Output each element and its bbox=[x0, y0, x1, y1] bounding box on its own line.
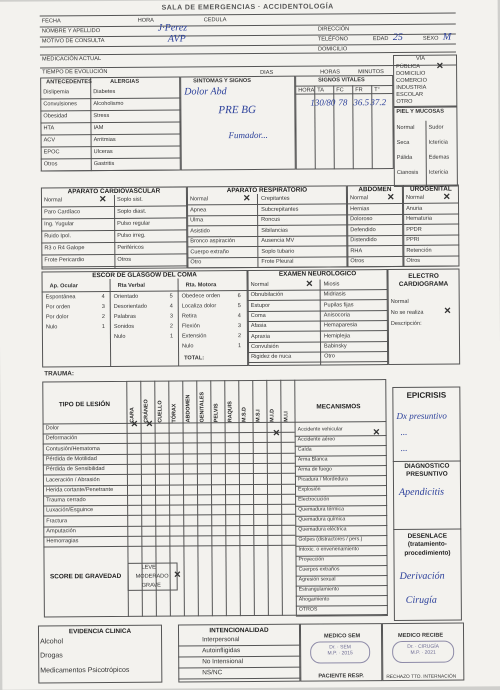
mecanismo-item: Explosión bbox=[297, 486, 321, 493]
handwritten-motivo: AVP bbox=[167, 33, 186, 45]
glasgow-verbal-score: 1 bbox=[169, 333, 174, 340]
via-domicilio: DOMICILIO bbox=[396, 70, 426, 77]
handwritten-vitals-ta: 130/80 bbox=[310, 97, 336, 108]
mecanismo-item: Cuerpos extraños bbox=[298, 566, 340, 573]
resp-right-item: Subcrepitantes bbox=[261, 206, 299, 213]
handwritten-sintomas-2: PRE BG bbox=[218, 103, 256, 117]
region-header: RAQUIS bbox=[227, 401, 234, 423]
intencionalidad-item: Interpersonal bbox=[202, 636, 240, 644]
glasgow-ocular-score: 2 bbox=[101, 314, 105, 321]
mecanismo-item: Electrocución bbox=[298, 496, 330, 503]
glasgow-ocular-score: 1 bbox=[101, 324, 106, 331]
mecanismo-item: Quemadura térmica bbox=[298, 506, 345, 513]
cardio-check: ✕ bbox=[98, 193, 107, 205]
cardio-right-item: Periféricos bbox=[117, 244, 144, 251]
alergia-item: Stress bbox=[93, 112, 110, 120]
rule bbox=[187, 266, 347, 268]
resp-check: ✕ bbox=[242, 192, 251, 204]
epicrisis-title: EPICRISIS bbox=[406, 390, 447, 400]
resp-title: APARATO RESPIRATORIO bbox=[226, 186, 308, 195]
piel-item: Seca bbox=[396, 139, 410, 146]
lesion-item: Contusión/Hematoma bbox=[45, 445, 100, 453]
firma-medico-sem: MEDICO SEM bbox=[324, 633, 361, 640]
header-label-medicacion: MEDICACIÓN ACTUAL bbox=[41, 56, 102, 63]
via-escolar: ESCOLAR bbox=[396, 91, 424, 98]
neuro-right-item: Pupilas fijas bbox=[323, 301, 354, 309]
glasgow-ocular-score: 3 bbox=[101, 304, 105, 311]
handwritten-vitals-t: 37.2 bbox=[370, 97, 387, 108]
piel-item: Cianosis bbox=[396, 169, 419, 176]
lesion-item: Herida cortante/Penetrante bbox=[45, 486, 114, 494]
handwritten-vitals-fr: 36.5 bbox=[353, 97, 370, 108]
neuro-right-item: Anisocoria bbox=[323, 312, 350, 319]
handwritten-desenlace-2: Cirugía bbox=[405, 594, 437, 606]
trauma-title: TRAUMA: bbox=[44, 370, 75, 378]
mecanismo-item: Arma Blanca bbox=[297, 456, 328, 463]
evidencia-title: EVIDENCIA CLINICA bbox=[68, 627, 132, 636]
handwritten-diagnostico: Apendicitis bbox=[399, 486, 445, 498]
piel-item: Edemas bbox=[428, 154, 450, 161]
resp-right-item: Soplo tubario bbox=[261, 248, 295, 255]
glasgow-header: Rta Verbal bbox=[117, 282, 145, 289]
piel-item: Normal bbox=[396, 124, 415, 131]
region-header: CRÁNEO bbox=[143, 399, 150, 423]
glasgow-motora-score: 5 bbox=[237, 303, 241, 310]
ecg-descripcion: Descripción: bbox=[390, 320, 422, 328]
alergia-item: Ulceras bbox=[93, 148, 113, 156]
antecedente-item: ACV bbox=[43, 137, 56, 144]
sintomas-dias: DIAS bbox=[260, 69, 274, 76]
mecanismo-item: Accidente vehicular bbox=[297, 426, 343, 433]
lesion-item: Fractura bbox=[46, 517, 68, 525]
vitales-col: T° bbox=[374, 87, 380, 94]
region-header: TÓRAX bbox=[171, 403, 178, 423]
urogenital-item: Normal bbox=[405, 194, 425, 201]
urogenital-item: Otros bbox=[406, 257, 421, 264]
handwritten-sintomas-1: Dolor Abd bbox=[184, 86, 227, 98]
resp-left-item: Cuerpo extraño bbox=[190, 248, 229, 255]
glasgow-verbal-item: Desorientado bbox=[113, 303, 148, 310]
rule bbox=[296, 615, 388, 617]
antecedente-item: EPOC bbox=[43, 149, 60, 156]
cardio-title: APARATO CARDIOVASCULAR bbox=[67, 187, 161, 196]
glasgow-motora-item: Extensión bbox=[181, 333, 207, 340]
gravedad-title: SCORE DE GRAVEDAD bbox=[49, 572, 122, 581]
neuro-right-item: Babinsky bbox=[323, 343, 347, 350]
mecanismos-title: MECANISMOS bbox=[316, 403, 361, 411]
lesion-item: Laceración / Abrasión bbox=[45, 476, 100, 483]
lesion-item: Amputación bbox=[46, 528, 76, 535]
mecanismo-item: Ahogamiento bbox=[298, 596, 330, 603]
glasgow-ocular-item: Espontánea bbox=[45, 294, 76, 301]
mecanismo-item: Golpes (distractores / pers.) bbox=[298, 536, 363, 543]
glasgow-motora-item: Retira bbox=[181, 313, 197, 320]
resp-left-item: Ulma bbox=[190, 217, 204, 224]
cardio-left-item: Normal bbox=[43, 197, 63, 204]
region-header: GENITALES bbox=[199, 391, 206, 423]
evidencia-psico: Medicamentos Psicotrópicos bbox=[40, 666, 130, 675]
form-title: SALA DE EMERGENCIAS · ACCIDENTOLOGÍA bbox=[161, 3, 334, 12]
intencionalidad-title: INTENCIONALIDAD bbox=[209, 626, 269, 635]
glasgow-verbal-score: 3 bbox=[169, 313, 173, 320]
intencionalidad-item: NS/NC bbox=[202, 669, 223, 677]
header-label-motivo: MOTIVO DE CONSULTA bbox=[41, 38, 105, 45]
mecanismo-item: Agresión sexual bbox=[298, 576, 336, 583]
evidencia-alcohol: Alcohol bbox=[40, 638, 64, 646]
neuro-left-item: Convulsión bbox=[250, 343, 279, 350]
region-check-1: ✕ bbox=[130, 418, 139, 429]
neuro-left-item: Rigidez de nuca bbox=[251, 353, 292, 361]
urogenital-item: PPDR bbox=[406, 226, 422, 233]
cardio-right-item: Soplo diast. bbox=[117, 208, 147, 215]
evidencia-drogas: Drogas bbox=[40, 652, 63, 660]
alergias-title: ALERGIAS bbox=[110, 78, 140, 85]
glasgow-ocular-score: 4 bbox=[101, 294, 105, 301]
firma-medico-recibe: MEDICO RECIBE bbox=[398, 632, 444, 639]
vitales-col: FC bbox=[336, 87, 344, 94]
handwritten-nombre: J·Perez bbox=[157, 22, 188, 34]
header-label-evolucion: TIEMPO DE EVOLUCIÓN bbox=[42, 68, 108, 76]
handwritten-epicrisis-2: ... bbox=[400, 426, 408, 437]
gravedad-moderado: MODERADO bbox=[135, 573, 169, 580]
piel-title: PIEL Y MUCOSAS bbox=[396, 108, 444, 115]
abdomen-title: ABDOMEN bbox=[358, 186, 392, 194]
region-header: M.I.D bbox=[269, 408, 276, 422]
glasgow-header: Rta. Motora bbox=[185, 282, 217, 289]
region-header: PELVIS bbox=[213, 403, 220, 423]
cardio-right-item: Otros bbox=[117, 256, 132, 263]
abdomen-check: ✕ bbox=[386, 191, 395, 203]
urogenital-item: PPRI bbox=[406, 236, 420, 243]
vitales-col: FR bbox=[355, 87, 363, 94]
resp-right-item: Ausencia MV bbox=[261, 237, 295, 244]
resp-left-item: Apnea bbox=[190, 206, 207, 213]
mecanismo-item: OTROS bbox=[298, 606, 318, 613]
glasgow-motora-score: 4 bbox=[237, 313, 241, 320]
ecg-no-realiza: No se realiza bbox=[390, 309, 424, 317]
intencionalidad-item: No Intensional bbox=[202, 658, 244, 666]
mecanismo-item: Quemadura eléctrica bbox=[298, 526, 347, 533]
ecg-normal: Normal bbox=[390, 298, 409, 306]
glasgow-motora-score: 1 bbox=[237, 343, 242, 350]
sintomas-minutos: MINUTOS bbox=[358, 69, 384, 76]
glasgow-ocular-item: Nulo bbox=[45, 324, 58, 331]
lesion-item: Hemorragias bbox=[46, 538, 79, 545]
neuro-right-item: Otro bbox=[324, 353, 336, 360]
region-header: M.S.D bbox=[241, 407, 248, 423]
antecedente-item: Otros bbox=[43, 161, 58, 168]
cardio-left-item: Ing. Yugular bbox=[44, 221, 74, 228]
tipo-lesion-title: TIPO DE LESIÓN bbox=[58, 400, 111, 409]
abdomen-item: Otros bbox=[350, 258, 365, 265]
alergia-item: Arritmias bbox=[93, 136, 116, 144]
antecedente-item: Convulsiones bbox=[43, 101, 77, 108]
sintomas-title: SINTOMAS Y SIGNOS bbox=[193, 77, 252, 85]
via-publica: PÚBLICA bbox=[396, 63, 421, 70]
header-label-nombre: NOMBRE Y APELLIDO bbox=[41, 28, 101, 35]
handwritten-epicrisis-1: Dx presuntivo bbox=[396, 410, 447, 421]
lesion-item: Pérdida de Motilidad bbox=[45, 455, 97, 463]
glasgow-verbal-score: 2 bbox=[169, 323, 174, 330]
region-header: M.S.I bbox=[255, 409, 262, 422]
lesion-item: Dolor bbox=[45, 425, 59, 432]
mecanismo-item: Accidente aéreo bbox=[297, 436, 336, 443]
lesion-item: Pérdida de Sensibilidad bbox=[45, 466, 105, 473]
antecedente-item: HTA bbox=[43, 125, 55, 132]
firma-paciente: PACIENTE RESP. bbox=[318, 673, 364, 680]
gravedad-leve: LEVE bbox=[141, 564, 156, 571]
abdomen-item: Defendido bbox=[350, 226, 376, 233]
neuro-left-item: Apraxia bbox=[250, 333, 270, 340]
handwritten-edad: 25 bbox=[392, 31, 403, 43]
antecedente-item: Obesidad bbox=[43, 113, 68, 120]
glasgow-title: ESCOR DE GLASGOW DEL COMA bbox=[92, 271, 197, 280]
header-label-edad: EDAD bbox=[372, 36, 389, 43]
cardio-right-item: Pulso irreg. bbox=[117, 232, 146, 239]
glasgow-verbal-score: 5 bbox=[169, 293, 173, 300]
glasgow-total-label: TOTAL: bbox=[184, 355, 205, 362]
lesion-item: Trauma cerrado bbox=[46, 497, 86, 504]
vitales-col: TA bbox=[317, 87, 324, 94]
intencionalidad-item: Autoinfligidas bbox=[202, 647, 241, 655]
handwritten-sintomas-3: Fumador... bbox=[228, 129, 268, 141]
neuro-left-item: Obnubilación bbox=[250, 292, 284, 299]
resp-right-item: Roncus bbox=[261, 216, 281, 223]
region-header: CUELLO bbox=[157, 400, 164, 423]
header-label-hora: HORA bbox=[137, 17, 154, 24]
alergia-item: Alcoholismo bbox=[93, 100, 124, 108]
neuro-right-item: Midriasis bbox=[323, 291, 346, 298]
glasgow-verbal-item: Orientado bbox=[113, 293, 139, 300]
header-label-domicilio: DOMICILIO bbox=[317, 46, 348, 53]
resp-left-item: Normal bbox=[189, 196, 209, 203]
glasgow-ocular-item: Por dolor bbox=[45, 314, 69, 321]
glasgow-motora-item: Obedece orden bbox=[181, 293, 221, 300]
mecanismo-item: Quemadura química bbox=[298, 516, 346, 523]
mecanismo-item: Arma de fuego bbox=[297, 466, 332, 473]
mec-check-2: ✕ bbox=[372, 427, 381, 438]
gravedad-grave: GRAVE bbox=[141, 582, 161, 589]
mecanismo-item: Picadura / Mordedura bbox=[297, 476, 348, 483]
glasgow-motora-item: Nulo bbox=[181, 343, 194, 350]
handwritten-desenlace-1: Derivación bbox=[399, 570, 445, 582]
via-comercio: COMERCIO bbox=[396, 77, 427, 84]
glasgow-header: Ap. Ocular bbox=[49, 283, 78, 290]
cardio-right-item: Soplo sist. bbox=[116, 196, 143, 203]
mec-check: ✕ bbox=[272, 427, 281, 438]
neuro-left-item: Normal bbox=[250, 281, 269, 288]
region-header: ABDOMEN bbox=[185, 394, 192, 423]
glasgow-motora-score: 6 bbox=[237, 293, 241, 300]
gravedad-check: ✕ bbox=[173, 569, 182, 580]
region-check-2: ✕ bbox=[145, 418, 154, 429]
resp-right-item: Crepitantes bbox=[260, 195, 290, 202]
glasgow-verbal-item: Nulo bbox=[113, 333, 126, 340]
urogenital-check: ✕ bbox=[442, 191, 451, 202]
region-header: CARA bbox=[129, 407, 136, 423]
glasgow-motora-item: Flexión bbox=[181, 323, 200, 330]
piel-item: Ictericia bbox=[428, 169, 449, 176]
cardio-left-item: R3 o R4 Galope bbox=[44, 245, 85, 252]
abdomen-item: Doloroso bbox=[350, 216, 373, 223]
rule bbox=[41, 169, 181, 171]
header-label-direccion: DIRECCIÓN bbox=[317, 26, 350, 33]
mecanismo-item: Proyección bbox=[298, 556, 325, 563]
neuro-title: EXAMEN NEUROLOGICO bbox=[278, 270, 357, 278]
neuro-check: ✕ bbox=[305, 278, 314, 289]
cardio-left-item: Paro Cardíaco bbox=[44, 209, 81, 216]
alergia-item: Gastritis bbox=[93, 160, 115, 168]
abdomen-item: Hernias bbox=[350, 205, 370, 212]
header-label-cedula: CEDULA bbox=[203, 17, 227, 24]
urogenital-item: Anuria bbox=[406, 205, 423, 212]
cardio-left-item: Frote Pericardio bbox=[44, 257, 85, 264]
resp-left-item: Bronco aspiración bbox=[190, 238, 236, 245]
cardio-right-item: Pulso regular bbox=[117, 220, 151, 227]
antecedentes-title: ANTECEDENTES bbox=[46, 79, 92, 86]
piel-item: Sudor bbox=[428, 124, 444, 131]
piel-item: Ictericia bbox=[428, 139, 448, 146]
header-label-sexo: SEXO bbox=[422, 35, 439, 42]
diagnostico-title: DIAGNOSTICO PRESUNTIVO bbox=[404, 462, 450, 479]
stamp-medico-sem: Dr. · SEM M.P. · 2015 bbox=[310, 641, 370, 663]
neuro-right-item: Hemiplejia bbox=[323, 332, 351, 339]
mecanismo-item: Caída bbox=[297, 446, 312, 453]
neuro-left-item: Estupor bbox=[250, 302, 271, 309]
handwritten-epicrisis-3: ... bbox=[400, 442, 408, 453]
desenlace-title: DESENLACE (tratamiento-procedimiento) bbox=[404, 532, 451, 557]
handwritten-vitals-fc: 78 bbox=[338, 97, 348, 108]
abdomen-item: RHA bbox=[350, 247, 363, 254]
glasgow-verbal-item: Sonidos bbox=[113, 323, 135, 330]
abdomen-item: Distendido bbox=[350, 237, 377, 244]
via-otro: OTRO bbox=[396, 98, 413, 105]
neuro-right-item: Miosis bbox=[323, 281, 340, 288]
sintomas-horas: HORAS bbox=[320, 69, 341, 76]
firma-internacion: RECHAZO TTO. INTERNACIÓN bbox=[386, 674, 457, 681]
glasgow-verbal-score: 4 bbox=[169, 303, 173, 310]
glasgow-verbal-item: Palabras bbox=[113, 313, 136, 320]
lesion-item: Luxación/Esguince bbox=[46, 507, 94, 514]
urogenital-title: UROGENITAL bbox=[410, 185, 452, 193]
region-header: M.I.I bbox=[283, 411, 290, 422]
glasgow-motora-score: 2 bbox=[237, 333, 242, 340]
header-label-telefono: TELÉFONO bbox=[317, 36, 349, 43]
antecedente-item: Dislipemia bbox=[43, 89, 70, 96]
via-check-mark: ✕ bbox=[436, 60, 444, 71]
neuro-left-item: Coma bbox=[250, 312, 266, 319]
neuro-left-item: Afasia bbox=[250, 323, 267, 330]
mecanismo-item: Intoxic. o envenenamiento bbox=[298, 546, 360, 553]
mecanismo-item: Estrangulamiento bbox=[298, 586, 340, 593]
alergia-item: Diabetes bbox=[93, 88, 116, 96]
alergia-item: IAM bbox=[93, 125, 104, 132]
neuro-right-item: Hemaparesia bbox=[323, 322, 358, 329]
vitales-col: HORA bbox=[298, 87, 315, 94]
vitales-title: SIGNOS VITALES bbox=[318, 77, 365, 84]
via-label: VÍA bbox=[415, 55, 426, 62]
urogenital-item: Retención bbox=[406, 247, 432, 254]
glasgow-motora-item: Localiza dolor bbox=[181, 303, 217, 310]
resp-right-item: Sibilancias bbox=[261, 227, 288, 234]
resp-left-item: Otro bbox=[190, 259, 202, 266]
via-industria: INDUSTRIA bbox=[396, 84, 427, 91]
ecg-title: ELECTRO CARDIOGRAMA bbox=[398, 272, 449, 289]
resp-right-item: Frote Pleural bbox=[261, 258, 294, 265]
abdomen-item: Normal bbox=[349, 195, 369, 202]
ecg-check: ✕ bbox=[443, 305, 452, 316]
glasgow-ocular-item: Por orden bbox=[45, 304, 71, 311]
glasgow-motora-score: 3 bbox=[237, 323, 242, 330]
handwritten-sexo: M bbox=[442, 31, 452, 43]
lesion-item: Deformación bbox=[45, 435, 78, 442]
cardio-left-item: Ruido Ipol. bbox=[44, 233, 72, 240]
header-label-fecha: FECHA bbox=[41, 18, 61, 25]
stamp-medico-recibe: Dr. · CIRUGÍA M.P. · 2021 bbox=[392, 641, 454, 663]
piel-item: Pálida bbox=[396, 154, 413, 161]
urogenital-item: Hematuria bbox=[406, 215, 432, 222]
resp-left-item: Asistido bbox=[190, 227, 210, 234]
